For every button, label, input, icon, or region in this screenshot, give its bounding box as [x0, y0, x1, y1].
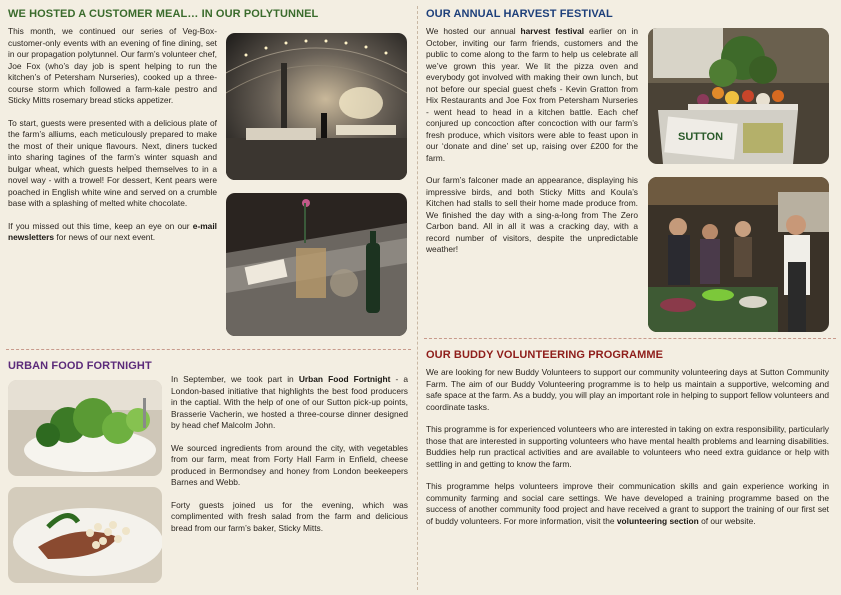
polytunnel-paragraph-1: This month, we continued our series of Veg-Box-customer-only events with an evening of fine dining, set in our propagation polytunnel. Our farm’s volunteer chef, Joe Fox (who’s day job is spent helping to run the kitchen’s of Petersham Nurseries), cooked up a three-course storm which followed a farm-kale pestro and Sticky Mitts rosemary bread sticks appetizer.: [8, 26, 217, 105]
horizontal-divider-left: [6, 349, 411, 350]
urban-food-heading: URBAN FOOD FORTNIGHT: [8, 360, 152, 372]
buddy-article: [426, 349, 836, 362]
volunteering-section-link[interactable]: volunteering section: [616, 515, 699, 526]
buddy-heading: OUR BUDDY VOLUNTEERING PROGRAMME: [426, 349, 664, 361]
polytunnel-heading: WE HOSTED A CUSTOMER MEAL… IN OUR POLYTUNNEL: [8, 8, 319, 20]
harvest-body: [426, 26, 638, 256]
polytunnel-article: [8, 8, 408, 21]
polytunnel-paragraph-2: To start, guests were presented with a delicious plate of the farm’s alliums, each meticulously prepared to make the most of their unique flavours. Next, diners tucked into sharing tagines of the farm’s winter squash and bulgar wheat, which guests helped themselves to in a novel way - with a trowel! For dessert, Kent pears were poached in English white wine and served on a crumble base with a splashing of melted white chocolate.: [8, 117, 217, 208]
kitchen-battle-photo: [648, 177, 829, 332]
buddy-paragraph-1: We are looking for new Buddy Volunteers to support our community volunteering days at Sutton Community Farm. The aim of our Buddy Volunteering programme is to help us maintain a supportive, welcoming and safe space at the farm. As a buddy, you will play an important role in helping to support fellow volunteers and coordinate tasks.: [426, 367, 829, 412]
horizontal-divider-right: [424, 338, 836, 339]
harvest-display-photo: [648, 28, 829, 164]
urban-food-paragraph-3: Forty guests joined us for the evening, which was complimented with fresh salad from the farm and delicious bread from our farm’s baker, Sticky Mitts.: [171, 499, 408, 533]
harvest-paragraph-1: We hosted our annual harvest festival earlier on in October, inviting our farm friends, customers and the public to come along to the farm to help us celebrate all we’ve grown this year. We lit the pizza oven and everybody got involved with making their own lunch, but not before our special guest chefs - Kevin Gratton from Hix Restaurants and Joe Fox from Petersham Nurseries - went head to head in a kitchen battle. Each chef conjured up concoction after concoction with our farm’s fresh produce, which visitors were able to feast upon in our ‘donate and dine’ set up, raising over £200 for the farm.: [426, 26, 638, 163]
urban-food-paragraph-1: In September, we took part in Urban Food Fortnight - a London-based initiative that highlights the best food producers in the captial. With the help of one of our Sutton pick-up points, Brasserie Vacherin, we hosted a three-course dinner designed by head chef Malcolm John.: [171, 374, 409, 430]
sutton-sign-text: SUTTON: [678, 131, 724, 143]
urban-food-article: [8, 360, 208, 373]
harvest-heading: OUR ANNUAL HARVEST FESTIVAL: [426, 8, 613, 20]
harvest-festival-text: harvest festival: [520, 26, 585, 36]
urban-food-paragraph-2: We sourced ingredients from around the city, with vegetables from our farm, meat from Forty Hall Farm in Enfield, cheese produced in Bermondsey and honey from London beekeepers Barnes and Webb.: [171, 442, 408, 487]
email-newsletters-link[interactable]: e-mail newsletters: [8, 220, 217, 242]
harvest-article: [426, 8, 636, 21]
buddy-body: [426, 367, 829, 527]
main-course-photo: [8, 487, 162, 583]
salad-photo: [8, 380, 162, 476]
urban-food-fortnight-text: Urban Food Fortnight: [298, 374, 391, 384]
polytunnel-paragraph-3: If you missed out this time, keep an eye on our e-mail newsletters for news of our next event.: [8, 220, 217, 242]
buddy-paragraph-2: This programme is for experienced volunteers who are interested in taking on extra responsibility, particularly those that are interested in supporting volunteers who have mental health problems and learning disabilities. Buddies help run practical activities and are available to volunteers who need extra guidance or help with settling in and getting to know the farm.: [426, 424, 829, 469]
vertical-divider: [417, 6, 418, 590]
table-setting-photo: [226, 193, 407, 336]
harvest-paragraph-2: Our farm’s falconer made an appearance, displaying his impressive birds, and both Sticky Mitts and Koula’s Kitchen had stalls to sell their home made produce from. We finished the day with a sing-a-long from The Zero Carbon band. All in all it was a cracking day, with a record number of visitors, despite the unpredictable weather!: [426, 175, 638, 254]
polytunnel-body: [8, 26, 217, 244]
buddy-paragraph-3: This programme helps volunteers improve their communication skills and gain experience working in community farming and social care settings. We have developed a training programme based on the success of another community food project and have received a grant to support the training of our first set of buddy volunteers. For more information, visit the volunteering section of our website.: [426, 481, 829, 526]
urban-food-body: [171, 374, 408, 534]
polytunnel-photo: [226, 33, 407, 180]
